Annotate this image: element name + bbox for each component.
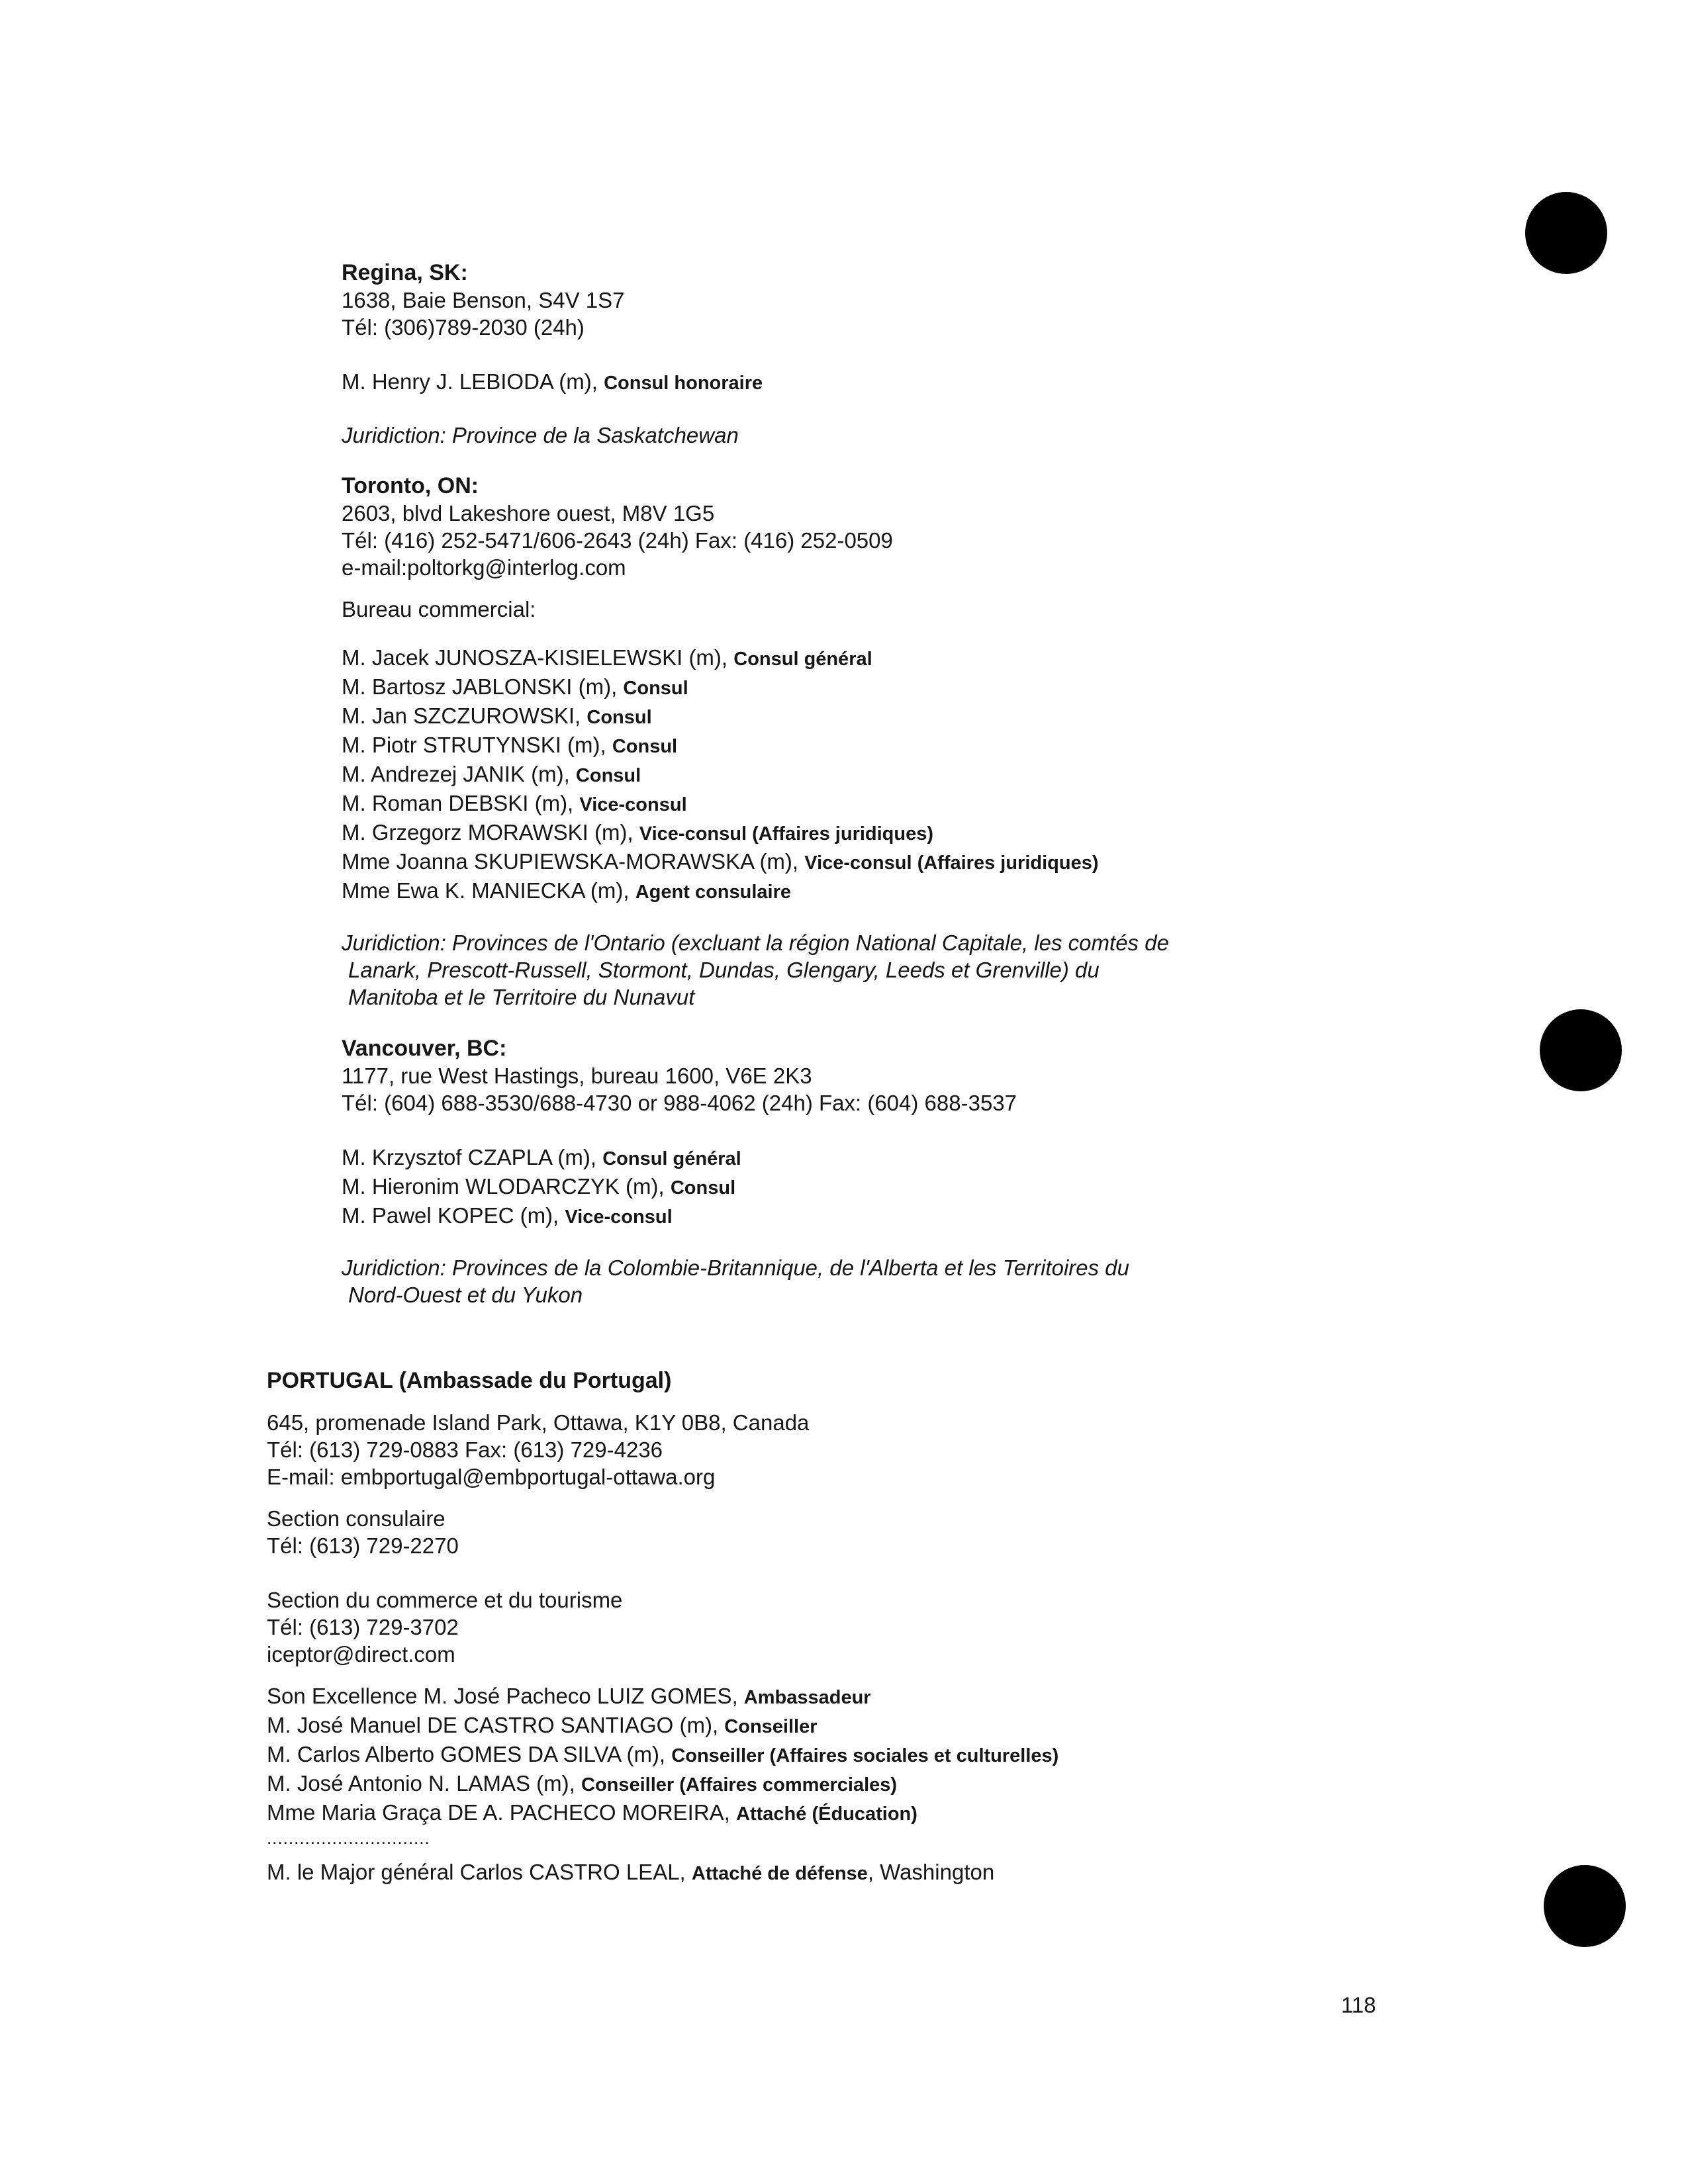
defense-attache-line [267, 1858, 1058, 1888]
staff-name: M. Hieronim WLODARCZYK (m), [342, 1174, 671, 1199]
staff-name: M. Carlos Alberto GOMES DA SILVA (m), [267, 1742, 672, 1766]
staff-line [342, 644, 1169, 673]
section-regina [342, 259, 763, 449]
staff-title: Consul [586, 707, 652, 728]
staff-line [342, 731, 1169, 760]
staff-line [342, 760, 1169, 790]
jurisdiction-line: Nord-Ouest et du Yukon [348, 1283, 583, 1307]
phone-line: Tél: (306)789-2030 (24h) [342, 315, 585, 340]
staff-name: M. Henry J. LEBIODA (m), [342, 369, 604, 394]
staff-title: Vice-consul (Affaires juridiques) [804, 852, 1099, 874]
address-line: 1177, rue West Hastings, bureau 1600, V6E 2K3 [342, 1064, 812, 1088]
staff-line [342, 877, 1169, 906]
phone-line: Tél: (416) 252-5471/606-2643 (24h) Fax: (416) 252-0509 [342, 528, 893, 553]
staff-line [342, 673, 1169, 702]
staff-line [342, 702, 1169, 731]
staff-name: M. Grzegorz MORAWSKI (m), [342, 820, 639, 844]
staff-title: Conseiller [724, 1716, 818, 1737]
staff-title: Consul [612, 736, 678, 757]
staff-line [342, 368, 763, 397]
phone-line: Tél: (613) 729-0883 Fax: (613) 729-4236 [267, 1437, 663, 1462]
staff-title: Consul [623, 678, 688, 699]
commerce-section-label: Section du commerce et du tourisme [267, 1588, 623, 1612]
punch-hole-middle [1540, 1009, 1622, 1091]
staff-title: Consul [670, 1177, 736, 1199]
address-line: 1638, Baie Benson, S4V 1S7 [342, 288, 625, 312]
punch-hole-top [1525, 192, 1607, 274]
city-heading: Toronto, ON: [342, 473, 479, 498]
staff-line [267, 1741, 1058, 1770]
country-heading: PORTUGAL (Ambassade du Portugal) [267, 1368, 672, 1393]
punch-hole-bottom [1544, 1865, 1626, 1947]
staff-name: Mme Joanna SKUPIEWSKA-MORAWSKA (m), [342, 849, 805, 874]
staff-name: M. Piotr STRUTYNSKI (m), [342, 733, 612, 757]
consular-phone: Tél: (613) 729-2270 [267, 1533, 459, 1558]
jurisdiction-line: Manitoba et le Territoire du Nunavut [348, 985, 695, 1009]
staff-title: Vice-consul (Affaires juridiques) [639, 823, 934, 844]
staff-line [342, 1144, 1129, 1173]
address-line: 2603, blvd Lakeshore ouest, M8V 1G5 [342, 501, 715, 525]
dotted-separator: .............................. [267, 1828, 430, 1848]
staff-name: M. Krzysztof CZAPLA (m), [342, 1145, 603, 1169]
staff-title: Conseiller (Affaires commerciales) [581, 1774, 898, 1796]
page-number: 118 [1341, 1993, 1376, 2017]
staff-title: Attaché (Éducation) [736, 1803, 917, 1825]
staff-name: M. Andrezej JANIK (m), [342, 762, 576, 786]
staff-line [267, 1711, 1058, 1741]
staff-name: M. le Major général Carlos CASTRO LEAL, [267, 1860, 692, 1884]
staff-name: M. José Manuel DE CASTRO SANTIAGO (m), [267, 1713, 725, 1737]
jurisdiction-line: Juridiction: Provinces de l'Ontario (excluant la région National Capitale, les comtés de [342, 931, 1169, 955]
staff-name: M. Pawel KOPEC (m), [342, 1203, 565, 1228]
staff-title: Vice-consul [579, 794, 687, 815]
staff-title: Agent consulaire [635, 882, 792, 903]
bureau-label: Bureau commercial: [342, 597, 536, 621]
consular-section-label: Section consulaire [267, 1506, 445, 1531]
staff-name: M. Bartosz JABLONSKI (m), [342, 674, 624, 699]
staff-title: Vice-consul [565, 1206, 673, 1228]
commerce-phone: Tél: (613) 729-3702 [267, 1615, 459, 1639]
email-line: E-mail: embportugal@embportugal-ottawa.org [267, 1465, 716, 1489]
staff-line [267, 1770, 1058, 1799]
staff-name: Mme Ewa K. MANIECKA (m), [342, 878, 635, 903]
staff-title: Ambassadeur [743, 1687, 871, 1708]
staff-title: Consul général [602, 1148, 741, 1169]
staff-name: M. Jacek JUNOSZA-KISIELEWSKI (m), [342, 645, 734, 670]
staff-line [267, 1799, 1058, 1828]
staff-line [342, 790, 1169, 819]
staff-name: Son Excellence M. José Pacheco LUIZ GOMES, [267, 1684, 744, 1708]
staff-title: Consul [575, 765, 641, 786]
staff-title: Conseiller (Affaires sociales et culturelles) [671, 1745, 1059, 1766]
section-toronto [342, 473, 1169, 1011]
staff-title: Attaché de défense [691, 1863, 868, 1884]
staff-name: M. Roman DEBSKI (m), [342, 791, 580, 815]
staff-title: Consul honoraire [604, 373, 763, 394]
section-vancouver [342, 1035, 1129, 1308]
email-line: e-mail:poltorkg@interlog.com [342, 555, 626, 580]
staff-name: M. Jan SZCZUROWSKI, [342, 704, 587, 728]
jurisdiction-line: Juridiction: Provinces de la Colombie-Britannique, de l'Alberta et les Territoires du [342, 1255, 1129, 1280]
staff-line [342, 819, 1169, 848]
staff-line [342, 1173, 1129, 1202]
phone-line: Tél: (604) 688-3530/688-4730 or 988-4062 (24h) Fax: (604) 688-3537 [342, 1091, 1017, 1115]
city-heading: Vancouver, BC: [342, 1036, 507, 1061]
commerce-email: iceptor@direct.com [267, 1642, 455, 1666]
staff-line [267, 1682, 1058, 1711]
address-line: 645, promenade Island Park, Ottawa, K1Y 0B8, Canada [267, 1410, 810, 1435]
staff-line [342, 848, 1169, 877]
jurisdiction-line: Juridiction: Province de la Saskatchewan [342, 423, 739, 447]
staff-name: Mme Maria Graça DE A. PACHECO MOREIRA, [267, 1800, 737, 1825]
staff-title: Consul général [733, 649, 872, 670]
staff-line [342, 1202, 1129, 1231]
city-heading: Regina, SK: [342, 260, 468, 285]
staff-location: , Washington [867, 1860, 995, 1884]
staff-name: M. José Antonio N. LAMAS (m), [267, 1771, 581, 1796]
jurisdiction-line: Lanark, Prescott-Russell, Stormont, Dundas, Glengary, Leeds et Grenville) du [348, 958, 1100, 982]
section-portugal [267, 1367, 1058, 1888]
